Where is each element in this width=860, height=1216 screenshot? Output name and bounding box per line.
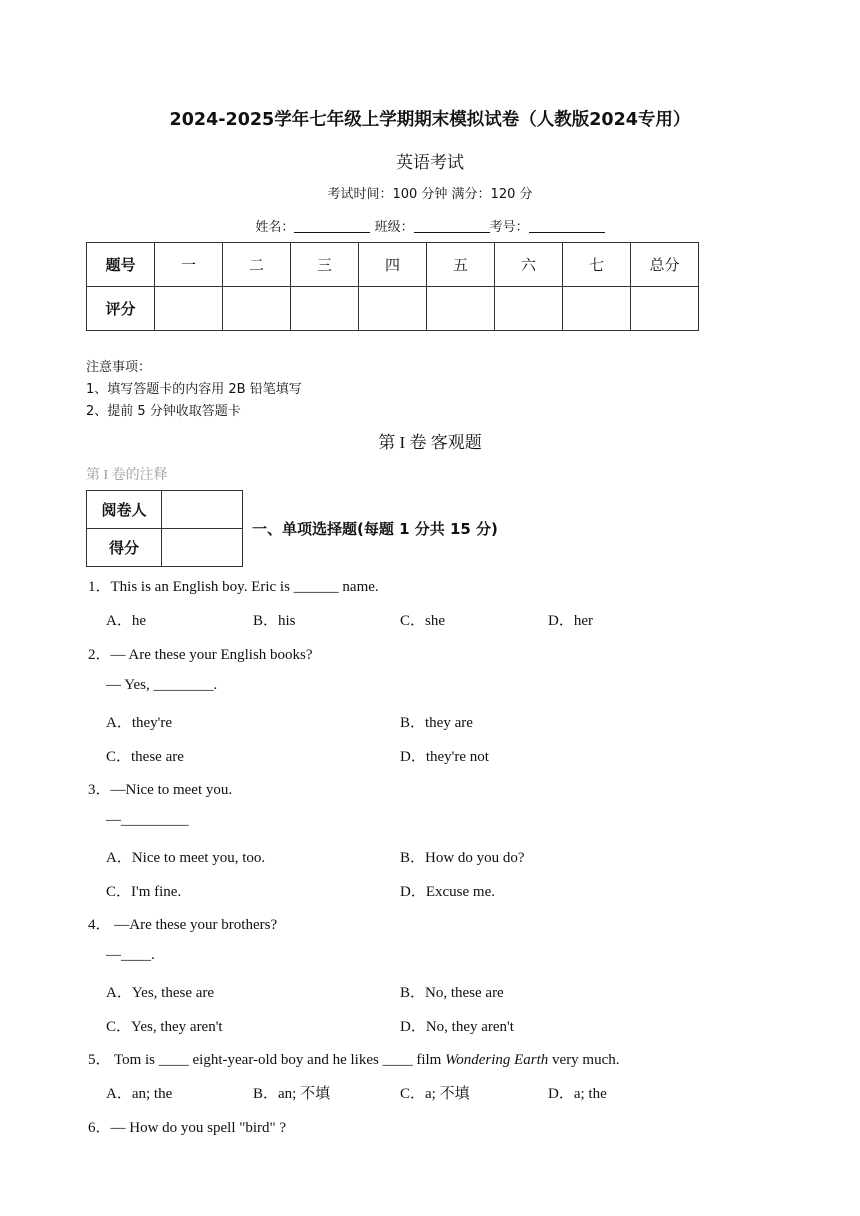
id-label: 考号： [489, 220, 529, 235]
question-4-option-c[interactable]: C．Yes, they aren't [106, 1019, 223, 1035]
question-2-stem: 2．— Are these your English books? [88, 647, 313, 663]
reviewer-cell[interactable] [162, 491, 243, 529]
score-table-score-row [87, 287, 699, 331]
id-blank[interactable] [529, 218, 605, 233]
question-3-option-b[interactable]: B．How do you do? [400, 850, 525, 866]
class-blank[interactable] [414, 218, 490, 233]
name-label: 姓名： [255, 220, 295, 235]
score-header-cell: 三 [291, 243, 359, 287]
question-5-stem-a: 5． Tom is ____ eight-year-old boy and he likes ____ film [88, 1052, 446, 1068]
question-4-option-d[interactable]: D．No, they aren't [400, 1019, 514, 1035]
score-header-cell: 七 [563, 243, 631, 287]
score-cell[interactable] [427, 287, 495, 331]
score-cell[interactable] [359, 287, 427, 331]
score-header-cell: 总分 [631, 243, 699, 287]
section-title: 第 I 卷 客观题 [378, 433, 482, 452]
notes-item: 2、提前 5 分钟收取答题卡 [86, 404, 241, 419]
question-1-option-d[interactable]: D．her [548, 613, 593, 629]
question-2-option-b[interactable]: B．they are [400, 715, 473, 731]
score-cell[interactable] [631, 287, 699, 331]
question-5-option-a[interactable]: A．an; the [106, 1086, 173, 1102]
exam-info: 考试时间：100 分钟 满分：120 分 [327, 187, 533, 202]
question-4-stem: 4． —Are these your brothers? [88, 917, 278, 933]
question-2-option-c[interactable]: C．these are [106, 749, 184, 765]
question-4-option-b[interactable]: B．No, these are [400, 985, 504, 1001]
score-header-cell: 二 [223, 243, 291, 287]
notes-block [86, 357, 302, 423]
question-4-option-a[interactable]: A．Yes, these are [106, 985, 215, 1001]
score-label: 得分 [87, 529, 162, 567]
reviewer-label: 阅卷人 [87, 491, 162, 529]
student-info-row [0, 216, 860, 235]
exam-subtitle: 英语考试 [396, 153, 464, 172]
question-5-stem-b: very much. [548, 1052, 620, 1068]
question-1-option-c[interactable]: C．she [400, 613, 446, 629]
question-5-option-b[interactable]: B．an; 不填 [253, 1086, 331, 1102]
name-blank[interactable] [294, 218, 370, 233]
question-4-response: —____. [106, 947, 155, 963]
score-header-cell: 五 [427, 243, 495, 287]
score-row-label: 评分 [87, 287, 155, 331]
notes-heading: 注意事项： [86, 360, 152, 375]
question-2-option-a[interactable]: A．they're [106, 715, 173, 731]
question-5-option-c[interactable]: C．a; 不填 [400, 1086, 470, 1102]
score-cell[interactable] [563, 287, 631, 331]
reviewer-box [86, 490, 243, 567]
score-cell[interactable] [495, 287, 563, 331]
question-3-response: —_________ [106, 812, 189, 828]
score-table-header-row [87, 243, 699, 287]
question-6-stem: 6．— How do you spell "bird" ? [88, 1120, 287, 1136]
part-title: 一、单项选择题(每题 1 分共 15 分) [252, 520, 498, 538]
question-3-option-a[interactable]: A．Nice to meet you, too. [106, 850, 266, 866]
question-1-option-a[interactable]: A．he [106, 613, 146, 629]
score-header-cell: 一 [155, 243, 223, 287]
question-3-option-c[interactable]: C．I'm fine. [106, 884, 182, 900]
notes-item: 1、填写答题卡的内容用 2B 铅笔填写 [86, 382, 302, 397]
score-header-cell: 四 [359, 243, 427, 287]
question-5-option-d[interactable]: D．a; the [548, 1086, 607, 1102]
score-table [86, 242, 699, 331]
question-5-stem [88, 1048, 620, 1069]
question-5-film-title: Wondering Earth [445, 1052, 549, 1068]
exam-title: 2024-2025学年七年级上学期期末模拟试卷（人教版2024专用） [169, 110, 691, 130]
question-1-option-b[interactable]: B．his [253, 613, 296, 629]
score-header-cell: 六 [495, 243, 563, 287]
score-cell[interactable] [291, 287, 359, 331]
score-header-cell: 题号 [87, 243, 155, 287]
class-label: 班级： [374, 220, 414, 235]
question-2-response: — Yes, ________. [106, 677, 218, 693]
section-note: 第 I 卷的注释 [86, 468, 168, 483]
score-value-cell[interactable] [162, 529, 243, 567]
question-3-option-d[interactable]: D．Excuse me. [400, 884, 495, 900]
question-2-option-d[interactable]: D．they're not [400, 749, 489, 765]
score-cell[interactable] [223, 287, 291, 331]
question-1-stem: 1．This is an English boy. Eric is ______ name. [88, 579, 379, 595]
score-cell[interactable] [155, 287, 223, 331]
question-3-stem: 3．—Nice to meet you. [88, 782, 233, 798]
